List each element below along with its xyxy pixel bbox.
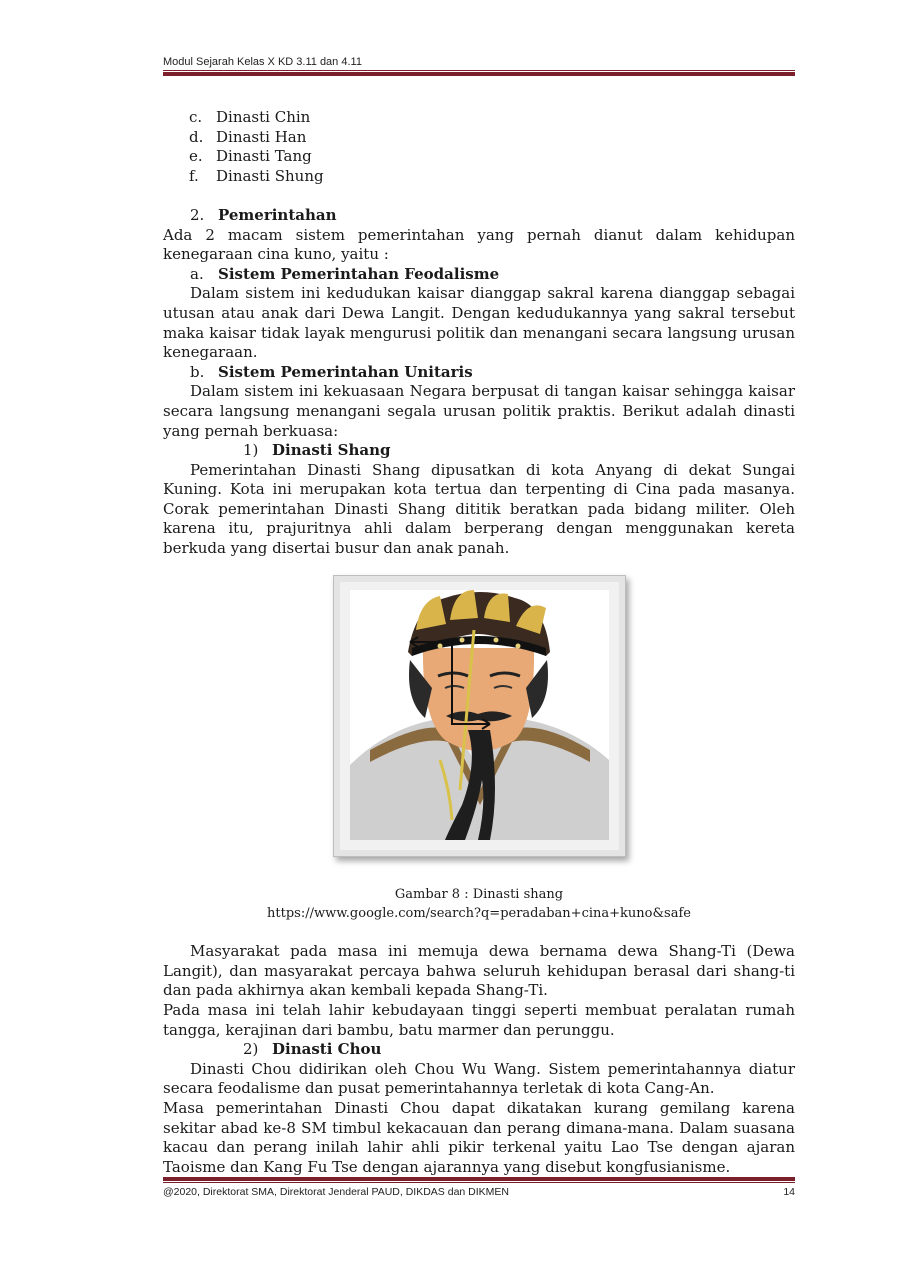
list-marker: f.	[189, 166, 199, 185]
emperor-portrait-image	[350, 590, 609, 840]
list-marker: c.	[189, 108, 203, 126]
paragraph: Dalam sistem ini kekuasaan Negara berpusat di tangan kaisar sehingga kaisar secara langsung menangani segala urusan politik praktis. Berikut adalah dinasti yang pernah berkuasa:	[163, 382, 795, 440]
section-title: Pemerintahan	[218, 205, 337, 224]
paragraph: Masa pemerintahan Dinasti Chou dapat dikatakan kurang gemilang karena sekitar abad ke-8 SM timbul kekacauan dan perang dimana-mana. Dalam suasana kacau dan perang inilah lahir ahli pikir terkenal yaitu Lao Tse dengan ajaran Taoisme dan Kang Fu Tse dengan ajarannya yang disebut kongfusianisme.	[163, 1099, 795, 1176]
list-item	[163, 147, 795, 167]
list-label: Dinasti Tang	[216, 147, 312, 166]
header-rule	[163, 70, 795, 76]
dynasty-marker: 2)	[243, 1040, 259, 1059]
figure-source: https://www.google.com/search?q=peradaban+cina+kuno&safe	[267, 905, 691, 921]
subsection-title: Sistem Pemerintahan Unitaris	[218, 362, 473, 381]
list-marker: e.	[189, 147, 203, 166]
list-item	[163, 128, 795, 148]
figure	[163, 559, 795, 885]
footer-credit: @2020, Direktorat SMA, Direktorat Jenderal PAUD, DIKDAS dan DIKMEN	[163, 1186, 510, 1198]
dynasty-heading	[163, 1040, 795, 1060]
section-marker: 2.	[190, 205, 205, 224]
subsection-marker: a.	[190, 264, 204, 283]
dynasty-title: Dinasti Shang	[272, 441, 391, 460]
list-label: Dinasti Han	[216, 127, 307, 146]
list-label: Dinasti Shung	[216, 166, 324, 185]
paragraph: Pemerintahan Dinasti Shang dipusatkan di kota Anyang di dekat Sungai Kuning. Kota ini merupakan kota tertua dan terpenting di Cina pada masanya. Corak pemerintahan Dinasti Shang dititik beratkan pada bidang militer. Oleh karena itu, prajuritnya ahli dalam berperang dengan menggunakan kereta berkuda yang disertai busur dan anak panah.	[163, 460, 795, 558]
paragraph: Dinasti Chou didirikan oleh Chou Wu Wang. Sistem pemerintahannya diatur secara feodalisme dan pusat pemerintahannya terletak di kota Cang-An.	[163, 1059, 795, 1098]
page-content	[163, 108, 795, 1177]
page-number: 14	[783, 1186, 795, 1198]
section-intro: Ada 2 macam sistem pemerintahan yang pernah dianut dalam kehidupan kenegaraan cina kuno, yaitu :	[163, 225, 795, 264]
figure-caption: Gambar 8 : Dinasti shang	[394, 886, 564, 902]
dynasty-marker: 1)	[243, 441, 259, 460]
paragraph: Masyarakat pada masa ini memuja dewa bernama dewa Shang-Ti (Dewa Langit), dan masyarakat percaya bahwa seluruh kehidupan berasal dari shang-ti dan pada akhirnya akan kembali kepada Shang-Ti.	[163, 942, 795, 1000]
list-item	[163, 167, 795, 187]
list-marker: d.	[189, 127, 204, 146]
footer-rule	[163, 1176, 795, 1183]
dynasty-heading	[163, 441, 795, 461]
page-header: Modul Sejarah Kelas X KD 3.11 dan 4.11	[163, 56, 362, 68]
page-footer	[163, 1186, 795, 1198]
list-label: Dinasti Chin	[216, 108, 311, 126]
portrait-frame	[333, 575, 626, 857]
subsection-heading	[163, 363, 795, 383]
subsection-marker: b.	[190, 362, 205, 381]
dynasty-title: Dinasti Chou	[272, 1040, 382, 1059]
section-heading	[163, 206, 795, 226]
paragraph: Dalam sistem ini kedudukan kaisar dianggap sakral karena dianggap sebagai utusan atau anak dari Dewa Langit. Dengan kedudukannya yang sakral tersebut maka kaisar tidak layak mengurusi politik dan menangani secara langsung urusan kenegaraan.	[163, 284, 795, 362]
subsection-heading	[163, 265, 795, 285]
paragraph: Pada masa ini telah lahir kebudayaan tinggi seperti membuat peralatan rumah tangga, kerajinan dari bambu, batu marmer dan perunggu.	[163, 1001, 795, 1039]
list-item	[163, 108, 795, 128]
subsection-title: Sistem Pemerintahan Feodalisme	[218, 264, 500, 283]
